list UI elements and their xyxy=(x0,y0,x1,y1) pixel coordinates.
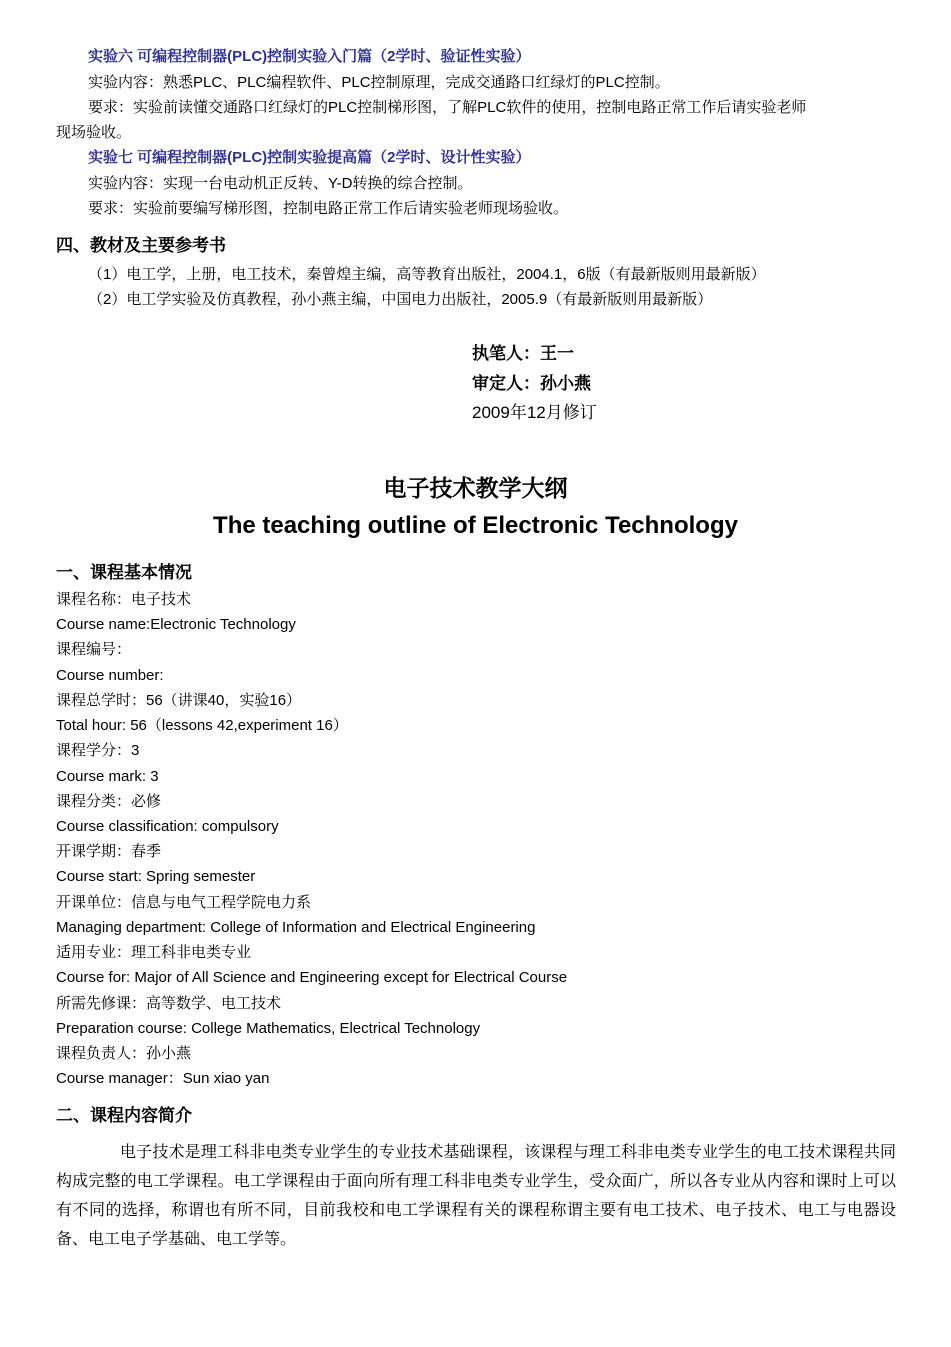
info-line: 课程负责人：孙小燕 xyxy=(56,1045,192,1062)
experiment-7-requirement: 要求：实验前要编写梯形图，控制电路正常工作后请实验老师现场验收。 xyxy=(88,200,569,217)
info-line: Total hour: 56（lessons 42,experiment 16） xyxy=(56,717,348,734)
textbook-item: （2）电工学实验及仿真教程，孙小燕主编，中国电力出版社，2005.9（有最新版则用最新版） xyxy=(88,291,713,308)
revision-date: 2009年12月修订 xyxy=(472,403,597,422)
experiment-6-title: 实验六 可编程控制器(PLC)控制实验入门篇（2学时、验证性实验） xyxy=(88,48,531,65)
info-line: 课程分类：必修 xyxy=(56,793,162,810)
info-line: 适用专业：理工科非电类专业 xyxy=(56,944,252,961)
textbook-item: （1）电工学，上册，电工技术，秦曾煌主编，高等教育出版社，2004.1，6版（有最新版则用最新版） xyxy=(88,266,766,283)
document-title-en: The teaching outline of Electronic Technology xyxy=(213,512,738,539)
document-title-cn: 电子技术教学大纲 xyxy=(383,475,568,501)
info-line: 课程学分：3 xyxy=(56,742,140,759)
info-line: 课程名称：电子技术 xyxy=(56,591,192,608)
info-line: Course classification: compulsory xyxy=(56,818,279,835)
experiment-6-requirement: 要求：实验前读懂交通路口红绿灯的PLC控制梯形图，了解PLC软件的使用，控制电路正常工作后请实验老师 xyxy=(88,99,807,116)
info-line: Managing department: College of Information and Electrical Engineering xyxy=(56,919,536,936)
experiment-7-content: 实验内容：实现一台电动机正反转、Y-D转换的综合控制。 xyxy=(88,175,473,192)
experiment-7-title: 实验七 可编程控制器(PLC)控制实验提高篇（2学时、设计性实验） xyxy=(88,149,531,166)
info-line: 课程总学时：56（讲课40，实验16） xyxy=(56,692,302,709)
info-line: 开课学期：春季 xyxy=(56,843,162,860)
intro-paragraph: 电子技术是理工科非电类专业学生的专业技术基础课程，该课程与理工科非电类专业学生的电工技术课程共同构成完整的电工学课程。电工学课程由于面向所有理工科非电类专业学生，受众面广，所以各专业从内容和课时上可以有不同的选择，称谓也有所不同，目前我校和电工学课程有关的课程称谓主要有电工技术、电子技术、电工与电器设备、电工电子学基础、电工学等。 xyxy=(56,1142,896,1248)
writer-line: 执笔人：王一 xyxy=(472,344,574,363)
info-line: 所需先修课：高等数学、电工技术 xyxy=(56,995,282,1012)
experiment-6-requirement-cont: 现场验收。 xyxy=(56,124,132,141)
reviewer-line: 审定人：孙小燕 xyxy=(472,374,591,393)
info-line: Course manager：Sun xiao yan xyxy=(56,1070,270,1087)
info-line: Course mark: 3 xyxy=(56,768,159,785)
experiment-6-content: 实验内容：熟悉PLC、PLC编程软件、PLC控制原理，完成交通路口红绿灯的PLC控制。 xyxy=(88,74,670,91)
section-heading-basic-info: 一、课程基本情况 xyxy=(56,563,192,582)
section-heading-intro: 二、课程内容简介 xyxy=(56,1106,192,1125)
section-heading-textbooks: 四、教材及主要参考书 xyxy=(56,236,226,255)
info-line: Course name:Electronic Technology xyxy=(56,616,296,633)
info-line: 课程编号： xyxy=(56,641,132,658)
info-line: Course start: Spring semester xyxy=(56,868,256,885)
info-line: Preparation course: College Mathematics, Electrical Technology xyxy=(56,1020,481,1037)
info-line: Course for: Major of All Science and Engineering except for Electrical Course xyxy=(56,969,568,986)
info-line: 开课单位：信息与电气工程学院电力系 xyxy=(56,894,312,911)
info-line: Course number: xyxy=(56,667,164,684)
